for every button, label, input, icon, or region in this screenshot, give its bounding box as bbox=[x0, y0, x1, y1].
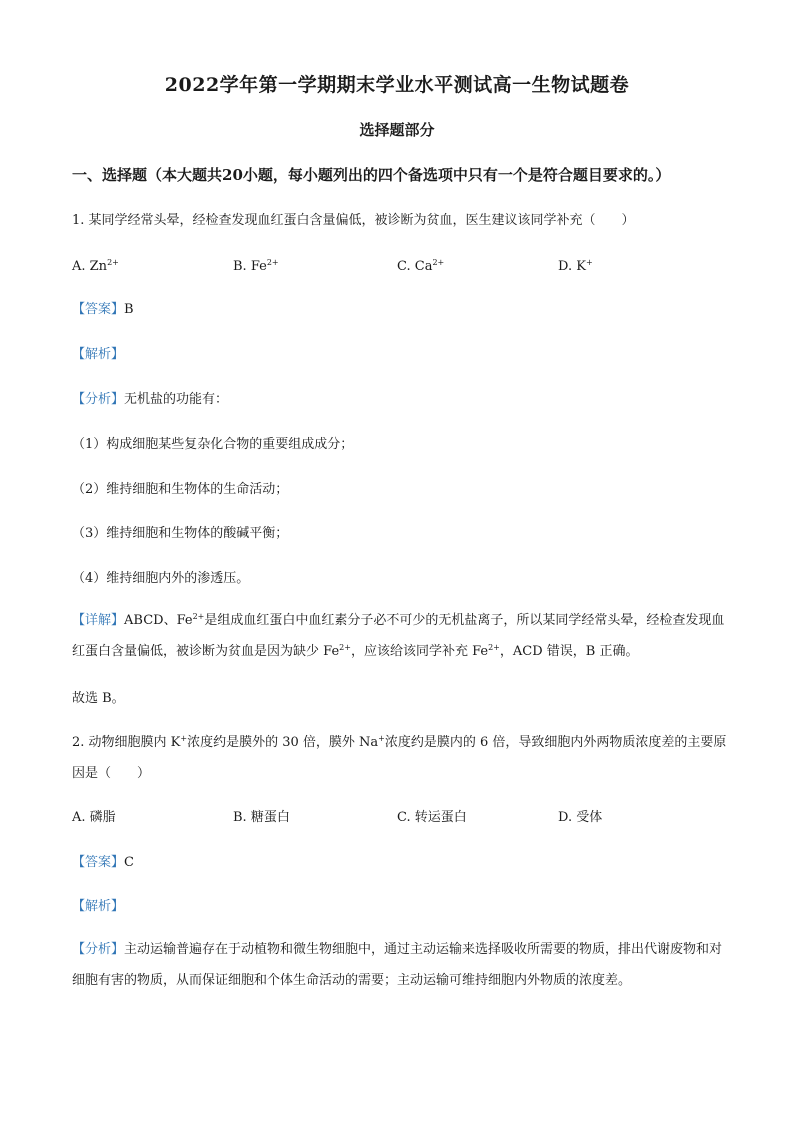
q2-fenxi: 【分析】主动运输普遍存在于动植物和微生物细胞中，通过主动运输来选择吸收所需要的物质，排出代谢废物和对细胞有害的物质，从而保证细胞和个体生命活动的需要；主动运输可维持细胞内外物质的浓度差。 bbox=[72, 942, 723, 988]
q2-option-d: D. 受体 bbox=[558, 810, 603, 825]
q1-point-2: （2）维持细胞和生物体的生命活动； bbox=[72, 482, 289, 497]
analysis-tag: 【解析】 bbox=[72, 347, 125, 362]
page-subtitle: 选择题部分 bbox=[359, 121, 435, 139]
q2-analysis bbox=[72, 897, 124, 917]
detail-tag: 【详解】 bbox=[72, 613, 125, 628]
fenxi-tag: 【分析】 bbox=[72, 392, 125, 407]
q2-option-c: C. 转运蛋白 bbox=[397, 810, 467, 825]
q2-answer: 【答案】C bbox=[72, 855, 134, 870]
question-2-stem: 2. 动物细胞膜内 K+浓度约是膜外的 30 倍，膜外 Na+浓度约是膜内的 6 倍，导致细胞内外两物质浓度差的主要原因是（ ） bbox=[72, 734, 727, 781]
q1-option-b: B. $Fe^{2+}$ bbox=[233, 258, 279, 274]
q1-point-1: （1）构成细胞某些复杂化合物的重要组成成分； bbox=[72, 437, 354, 452]
q2-option-a: A. 磷脂 bbox=[72, 810, 116, 825]
q2-option-b: B. 糖蛋白 bbox=[233, 810, 290, 825]
q1-option-d: D. K+ bbox=[558, 258, 593, 274]
q1-conclusion: 故选 B。 bbox=[72, 691, 125, 706]
q1-answer: 【答案】B bbox=[72, 302, 134, 317]
answer-tag: 【答案】 bbox=[72, 855, 125, 870]
question-1-stem: 1. 某同学经常头晕，经检查发现血红蛋白含量偏低，被诊断为贫血，医生建议该同学补充（ ） bbox=[72, 213, 635, 228]
answer-tag: 【答案】 bbox=[72, 302, 125, 317]
q1-fenxi: 【分析】无机盐的功能有： bbox=[72, 392, 229, 407]
q1-point-3: （3）维持细胞和生物体的酸碱平衡； bbox=[72, 526, 289, 541]
fenxi-tag: 【分析】 bbox=[72, 942, 125, 957]
page-title: 2022学年第一学期期末学业水平测试高一生物试题卷 bbox=[164, 74, 630, 96]
q1-option-a: A. $Zn^{2+}$ bbox=[72, 258, 119, 274]
q1-point-4: （4）维持细胞内外的渗透压。 bbox=[72, 571, 250, 586]
q1-option-c: C. $Ca^{2+}$ bbox=[397, 258, 445, 274]
analysis-tag: 【解析】 bbox=[72, 899, 125, 914]
q1-detail: 【详解】ABCD、$Fe^{2+}$是组成血红蛋白中血红素分子必不可少的无机盐离子，所以某同学经常头晕，经检查发现血红蛋白含量偏低，被诊断为贫血是因为缺少 $Fe^{2+}$，应该给该同学补充 $Fe^{2+}$，ACD 错误，B 正确。 bbox=[72, 612, 725, 659]
q1-analysis bbox=[72, 345, 124, 365]
section-heading: 一、选择题（本大题共20小题，每小题列出的四个备选项中只有一个是符合题目要求的。） bbox=[72, 166, 671, 184]
